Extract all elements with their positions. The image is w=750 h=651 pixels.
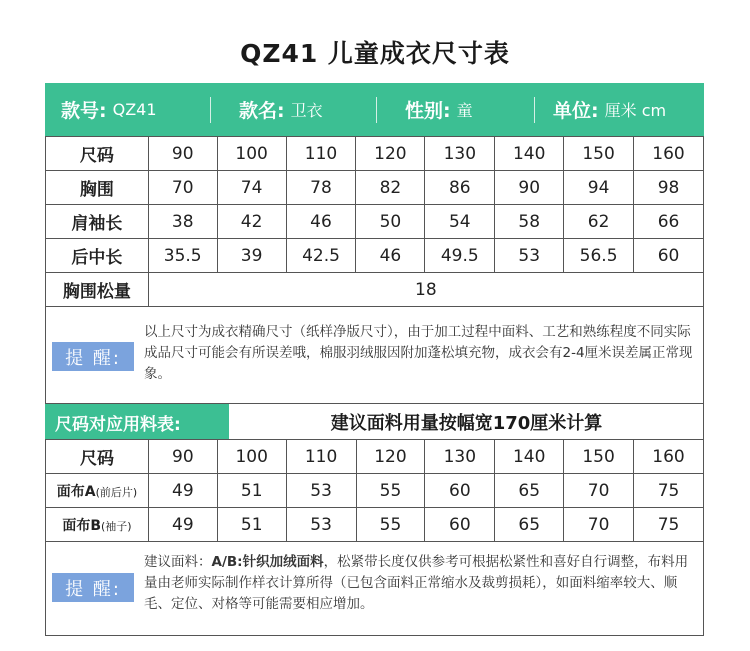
page-title: QZ41 儿童成衣尺寸表 [240,39,510,68]
table-cell: 82 [356,171,425,205]
gender-cell [377,83,535,136]
reminder-tag: 提 醒: [52,342,134,371]
table-cell: 90 [495,171,564,205]
table-cell: 60 [634,239,704,273]
table-cell: 150 [564,440,634,474]
fabric-table-subtitle: 建议面料用量按幅宽170厘米计算 [330,413,603,434]
table-row [46,239,704,273]
table-cell: 70 [148,171,217,205]
table-cell: 140 [495,440,564,474]
note-text-2-rest: ，松紧带长度仅供参考可根据松紧性和喜好自行调整，布料用量由老师实际制作样衣计算所得（已包含面料正常缩水及裁剪损耗），如面料缩率较大、顺毛、定位、对格等可能需要相应增加。 [144,554,689,612]
style-no-label: 款号: [61,100,107,122]
row-header: 肩袖长 [46,205,149,239]
table-cell: 130 [425,137,495,171]
table-cell: 51 [217,474,286,508]
table-cell: 49 [148,474,217,508]
table-cell: 46 [356,239,425,273]
note-text-2-fabric: A/B:针织加绒面料 [211,554,324,570]
table-cell: 110 [286,440,356,474]
table-cell: 53 [286,474,356,508]
table-cell: 58 [495,205,564,239]
table-cell: 49.5 [425,239,495,273]
table-cell: 70 [564,474,634,508]
table-row [46,508,704,542]
table-cell: 120 [356,440,425,474]
style-name-label: 款名: [239,100,285,122]
row-header [46,474,149,508]
row-header: 尺码 [46,440,149,474]
table-cell: 42.5 [286,239,356,273]
info-bar [45,83,704,136]
gender-value: 童 [456,101,473,120]
table-cell: 66 [634,205,704,239]
fabric-header-bar [45,403,704,439]
table-cell: 160 [634,137,704,171]
table-cell: 50 [356,205,425,239]
table-row [46,205,704,239]
table-cell: 100 [217,137,286,171]
row-header-main: 面布B [62,517,101,534]
table-cell: 46 [286,205,356,239]
table-row [46,440,704,474]
table-cell: 49 [148,508,217,542]
unit-value: 厘米 cm [604,101,667,120]
fabric-table-label: 尺码对应用料表: [45,404,229,440]
style-name-cell [211,83,377,136]
table-cell: 54 [425,205,495,239]
table-cell: 65 [495,508,564,542]
table-row [46,474,704,508]
style-no-cell [45,83,211,136]
note-text-2 [144,552,695,615]
table-cell: 60 [425,508,495,542]
ease-value-cell: 18 [148,273,703,307]
table-cell: 160 [634,440,704,474]
table-cell: 130 [425,440,495,474]
row-header: 胸围 [46,171,149,205]
row-header: 后中长 [46,239,149,273]
table-cell: 60 [425,474,495,508]
table-cell: 120 [356,137,425,171]
note-text-2-prefix: 建议面料： [144,554,212,570]
note-text-1: 以上尺寸为成衣精确尺寸（纸样净版尺寸），由于加工过程中面料、工艺和熟练程度不同实际成品尺寸可能会有所误差哦，棉服羽绒服因附加蓬松填充物，成衣会有2-4厘米误差属正常现象。 [144,324,693,382]
table-cell: 55 [356,474,425,508]
table-cell: 38 [148,205,217,239]
table-cell: 53 [286,508,356,542]
row-header-sub: (前后片) [95,485,138,499]
table-row [46,171,704,205]
table-cell: 110 [286,137,356,171]
table-cell: 53 [495,239,564,273]
table-cell: 70 [564,508,634,542]
table-cell: 74 [217,171,286,205]
note-box-1 [45,307,704,403]
table-cell: 75 [634,508,704,542]
table-cell: 150 [564,137,634,171]
table-cell: 100 [217,440,286,474]
table-cell: 35.5 [148,239,217,273]
style-name-value: 卫衣 [290,101,323,120]
table-cell: 51 [217,508,286,542]
table-cell: 90 [148,137,217,171]
size-table [45,136,704,307]
reminder-tag: 提 醒: [52,573,134,602]
note-box-2 [45,541,704,636]
gender-label: 性别: [405,100,451,122]
table-cell: 86 [425,171,495,205]
table-cell: 65 [495,474,564,508]
table-cell: 98 [634,171,704,205]
fabric-table [45,439,704,542]
unit-label: 单位: [553,100,599,122]
row-header-sub: (袖子) [101,519,132,533]
table-cell: 140 [495,137,564,171]
row-header-main: 面布A [56,483,96,500]
table-cell: 94 [564,171,634,205]
table-cell: 42 [217,205,286,239]
table-cell: 62 [564,205,634,239]
row-header: 胸围松量 [46,273,149,307]
table-cell: 56.5 [564,239,634,273]
table-row [46,137,704,171]
table-cell: 90 [148,440,217,474]
style-no-value: QZ41 [112,100,157,119]
table-cell: 39 [217,239,286,273]
row-header: 尺码 [46,137,149,171]
table-cell: 78 [286,171,356,205]
table-cell: 75 [634,474,704,508]
table-cell: 55 [356,508,425,542]
unit-cell [535,83,704,136]
table-row [46,273,704,307]
row-header [46,508,149,542]
